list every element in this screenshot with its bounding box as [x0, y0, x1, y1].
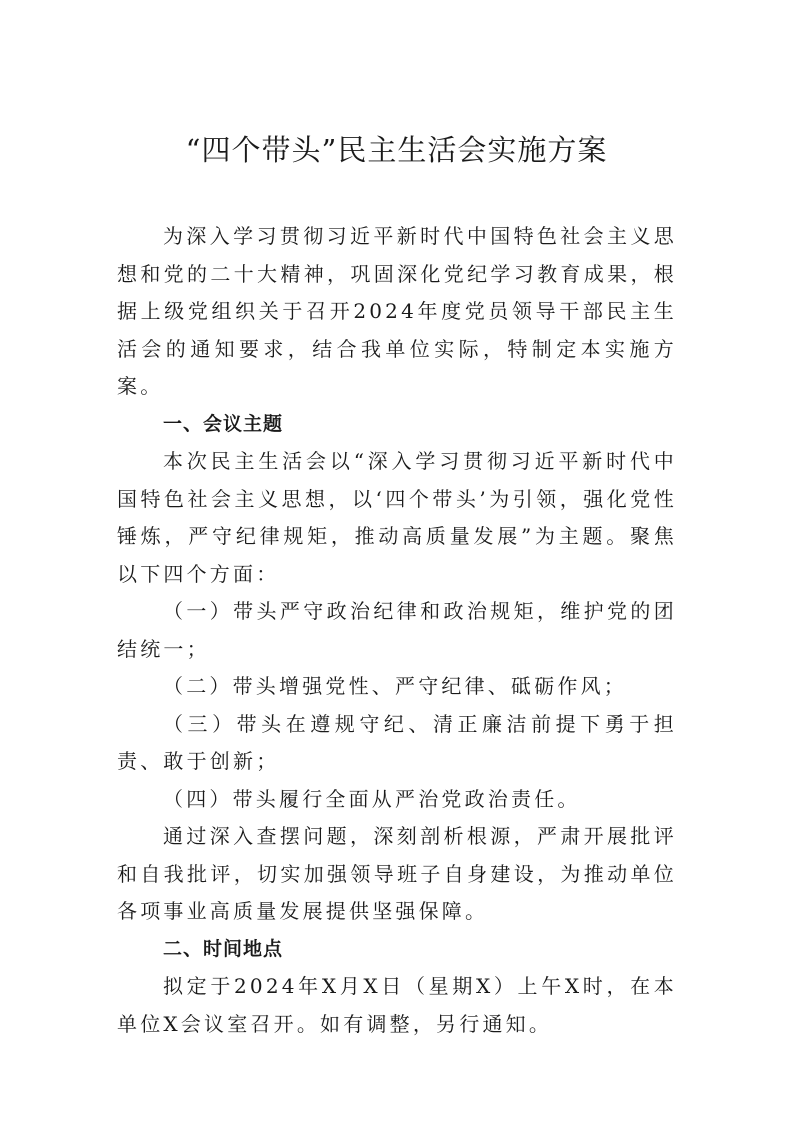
section-heading-time-place: 二、时间地点 [163, 937, 284, 960]
theme-item-2: （二）带头增强党性、严守纪律、砥砺作风； [163, 674, 627, 698]
theme-item-4: （四）带头履行全面从严治党政治责任。 [163, 786, 581, 811]
theme-item-3: （三）带头在遵规守纪、清正廉洁前提下勇于担责、敢于创新； [117, 711, 677, 773]
intro-paragraph: 为深入学习贯彻习近平新时代中国特色社会主义思想和党的二十大精神，巩固深化党纪学习教育成果，根据上级党组织关于召开2024年度党员领导干部民主生活会的通知要求，结合我单位实际，特制定本实施方案。 [117, 224, 677, 398]
page-title: “四个带头”民主生活会实施方案 [185, 133, 608, 167]
document-body [117, 218, 677, 1043]
time-place-paragraph: 拟定于2024年X月X日（星期X）上午X时，在本单位X会议室召开。如有调整，另行通知。 [117, 974, 677, 1036]
theme-closing-paragraph: 通过深入查摆问题，深刻剖析根源，严肃开展批评和自我批评，切实加强领导班子自身建设，为推动单位各项事业高质量发展提供坚强保障。 [117, 824, 677, 923]
theme-item-1: （一）带头严守政治纪律和政治规矩，维护党的团结统一； [117, 599, 677, 661]
section-heading-theme: 一、会议主题 [163, 412, 284, 435]
theme-paragraph: 本次民主生活会以“深入学习贯彻习近平新时代中国特色社会主义思想，以‘四个带头’为引领，强化党性锤炼，严守纪律规矩，推动高质量发展”为主题。聚焦以下四个方面： [117, 449, 677, 586]
